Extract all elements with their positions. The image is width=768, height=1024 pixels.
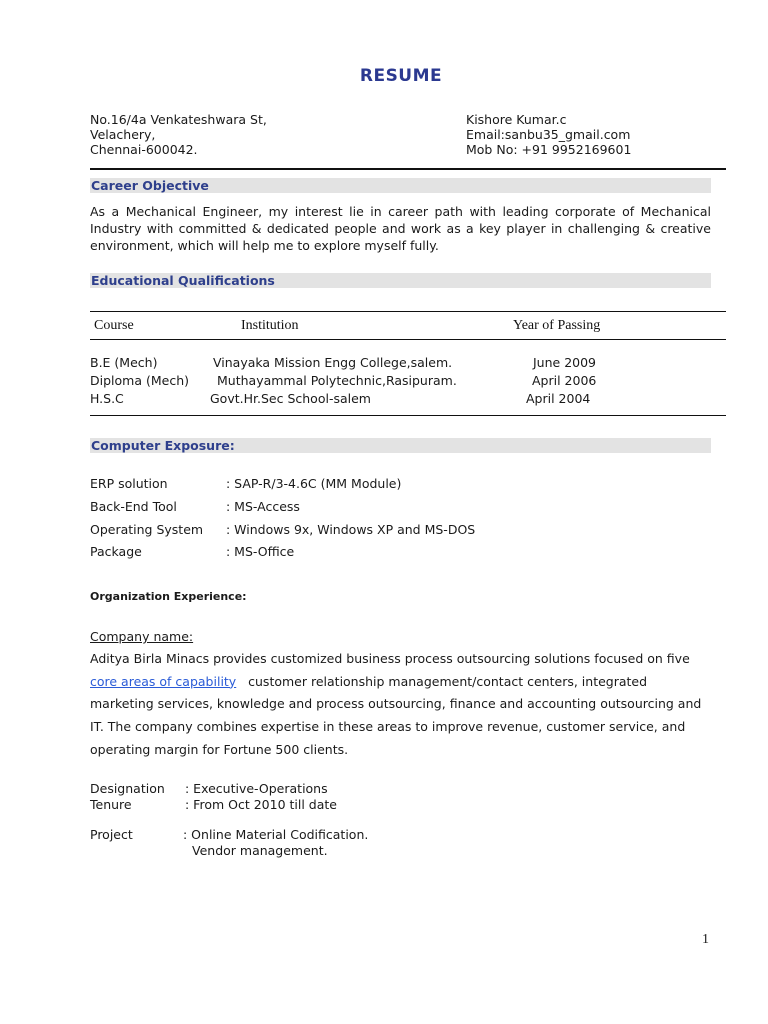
core-areas-link[interactable]: core areas of capability (90, 673, 237, 689)
education-table-bottom-rule (90, 415, 726, 416)
project-label: Project (90, 827, 133, 842)
company-name-label: Company name: (90, 629, 194, 644)
contact-name: Kishore Kumar.c (466, 112, 567, 127)
tenure-label: Tenure (90, 797, 132, 812)
education-course: H.S.C (90, 391, 124, 406)
education-institution: Govt.Hr.Sec School-salem (210, 391, 371, 406)
company-description (90, 648, 710, 762)
computer-label-os: Operating System (90, 522, 204, 537)
project-value-1: : Online Material Codification. (183, 827, 369, 842)
computer-value-backend: : MS-Access (226, 499, 300, 514)
company-description-rest: customer relationship management/contact centers, integrated marketing services, knowledge and process outsourcing, finance and accounting outsourcing and IT. The company combines expertise in these areas to improve revenue, customer service, and operating margin for Fortune 500 clients. (90, 673, 702, 757)
address-line-2: Velachery, (90, 127, 156, 142)
computer-value-os: : Windows 9x, Windows XP and MS-DOS (226, 522, 476, 537)
education-header-course: Course (94, 318, 134, 333)
computer-label-erp: ERP solution (90, 476, 168, 491)
education-heading: Educational Qualifications (91, 273, 275, 288)
education-header-institution: Institution (241, 318, 299, 333)
header-divider (90, 168, 726, 170)
page-number: 1 (702, 932, 709, 947)
address-line-1: No.16/4a Venkateshwara St, (90, 112, 267, 127)
education-institution: Vinayaka Mission Engg College,salem. (213, 355, 453, 370)
education-course: B.E (Mech) (90, 355, 158, 370)
designation-value: : Executive-Operations (185, 781, 328, 796)
computer-label-backend: Back-End Tool (90, 499, 177, 514)
resume-title: RESUME (359, 66, 443, 86)
education-table-header-rule (90, 339, 726, 340)
computer-value-erp: : SAP-R/3-4.6C (MM Module) (226, 476, 402, 491)
education-course: Diploma (Mech) (90, 373, 189, 388)
project-value-2: Vendor management. (192, 843, 328, 858)
computer-label-package: Package (90, 544, 142, 559)
computer-heading: Computer Exposure: (91, 438, 235, 453)
education-year: June 2009 (533, 355, 597, 370)
computer-value-package: : MS-Office (226, 544, 295, 559)
education-year: April 2006 (532, 373, 597, 388)
contact-email: Email:sanbu35_gmail.com (466, 127, 631, 142)
education-year: April 2004 (526, 391, 591, 406)
education-header-year: Year of Passing (513, 318, 601, 333)
address-line-3: Chennai-600042. (90, 142, 198, 157)
designation-label: Designation (90, 781, 165, 796)
career-heading: Career Objective (91, 178, 209, 193)
organization-heading: Organization Experience: (90, 590, 247, 603)
education-table-top-rule (90, 311, 726, 312)
education-institution: Muthayammal Polytechnic,Rasipuram. (217, 373, 457, 388)
contact-phone: Mob No: +91 9952169601 (466, 142, 632, 157)
career-text: As a Mechanical Engineer, my interest lie in career path with leading corporate of Mechanical Industry with committed & dedicated people and work as a key player in challenging & creative environment, which will help me to explore myself fully. (90, 204, 711, 253)
company-description-start: Aditya Birla Minacs provides customized business process outsourcing solutions focused on five (90, 651, 690, 666)
tenure-value: : From Oct 2010 till date (185, 797, 337, 812)
